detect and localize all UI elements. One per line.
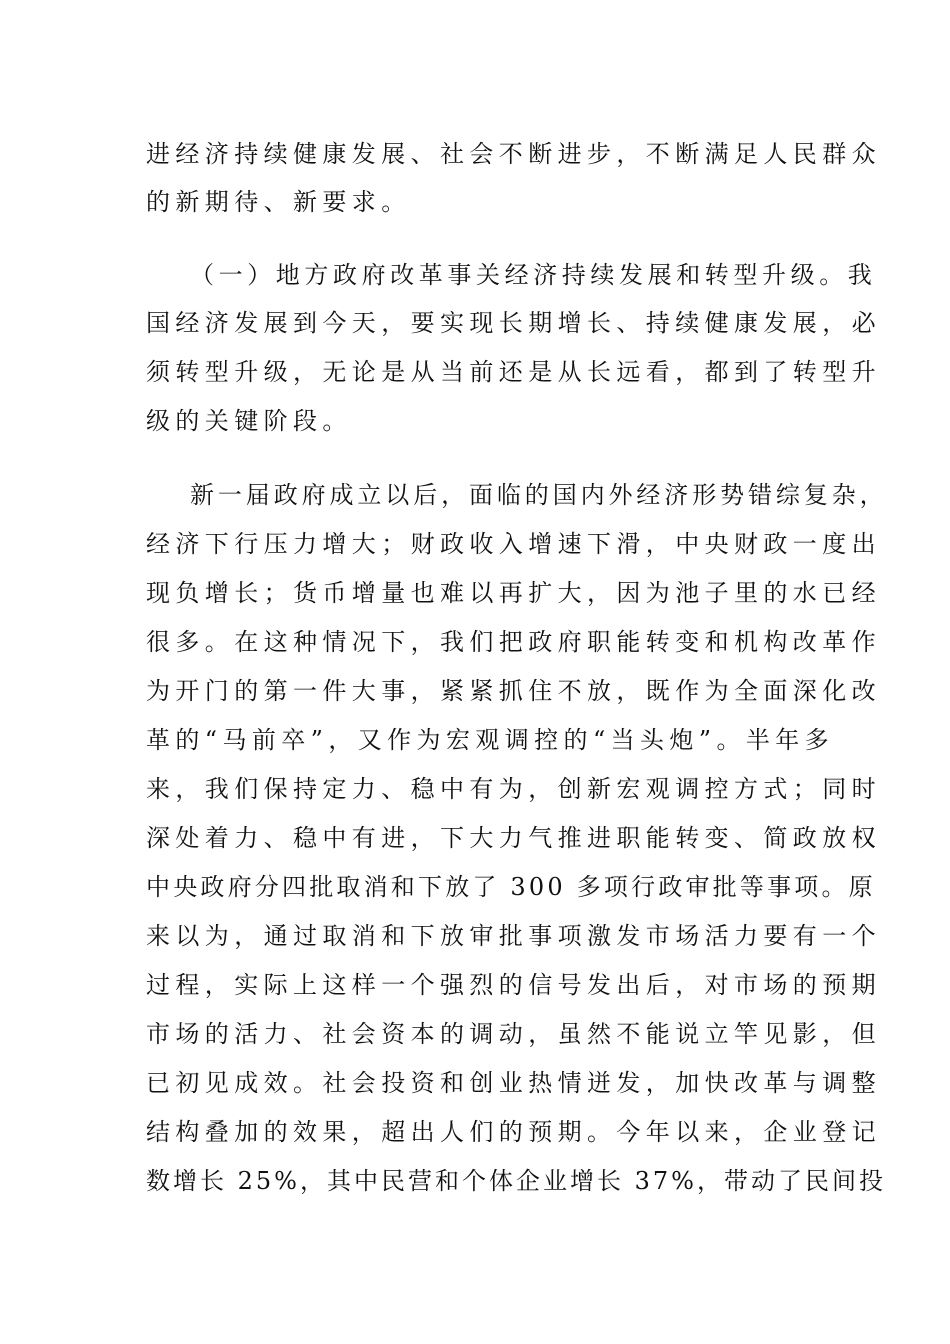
section-heading-line: （一）地方政府改革事关经济持续发展和转型升级。我	[190, 261, 877, 289]
text-line: 级的关键阶段。	[146, 407, 352, 435]
text-line: 为开门的第一件大事，紧紧抓住不放，既作为全面深化改	[146, 677, 881, 705]
text-line: 国经济发展到今天，要实现长期增长、持续健康发展，必	[146, 309, 881, 337]
text-line: 的新期待、新要求。	[146, 188, 411, 216]
text-line: 深处着力、稳中有进，下大力气推进职能转变、简政放权	[146, 824, 881, 852]
text-line: 须转型升级，无论是从当前还是从长远看，都到了转型升	[146, 358, 881, 386]
text-line: 来以为，通过取消和下放审批事项激发市场活力要有一个	[146, 922, 881, 950]
text-line: 现负增长；货币增量也难以再扩大，因为池子里的水已经	[146, 579, 881, 607]
text-line: 数增长 25%，其中民营和个体企业增长 37%，带动了民间投	[146, 1167, 886, 1195]
text-line: 中央政府分四批取消和下放了 300 多项行政审批等事项。原	[146, 873, 876, 901]
text-line: 革的“马前卒”，又作为宏观调控的“当头炮”。半年多	[146, 726, 835, 754]
text-line: 来，我们保持定力、稳中有为，创新宏观调控方式；同时	[146, 775, 881, 803]
text-line: 新一届政府成立以后，面临的国内外经济形势错综复杂，	[190, 481, 888, 509]
text-line: 结构叠加的效果，超出人们的预期。今年以来，企业登记	[146, 1118, 881, 1146]
text-line: 经济下行压力增大；财政收入增速下滑，中央财政一度出	[146, 530, 881, 558]
text-line: 已初见成效。社会投资和创业热情迸发，加快改革与调整	[146, 1069, 881, 1097]
text-line: 市场的活力、社会资本的调动，虽然不能说立竿见影，但	[146, 1020, 881, 1048]
text-line: 进经济持续健康发展、社会不断进步，不断满足人民群众	[146, 140, 881, 168]
text-line: 很多。在这种情况下，我们把政府职能转变和机构改革作	[146, 628, 881, 656]
text-line: 过程，实际上这样一个强烈的信号发出后，对市场的预期	[146, 971, 881, 999]
